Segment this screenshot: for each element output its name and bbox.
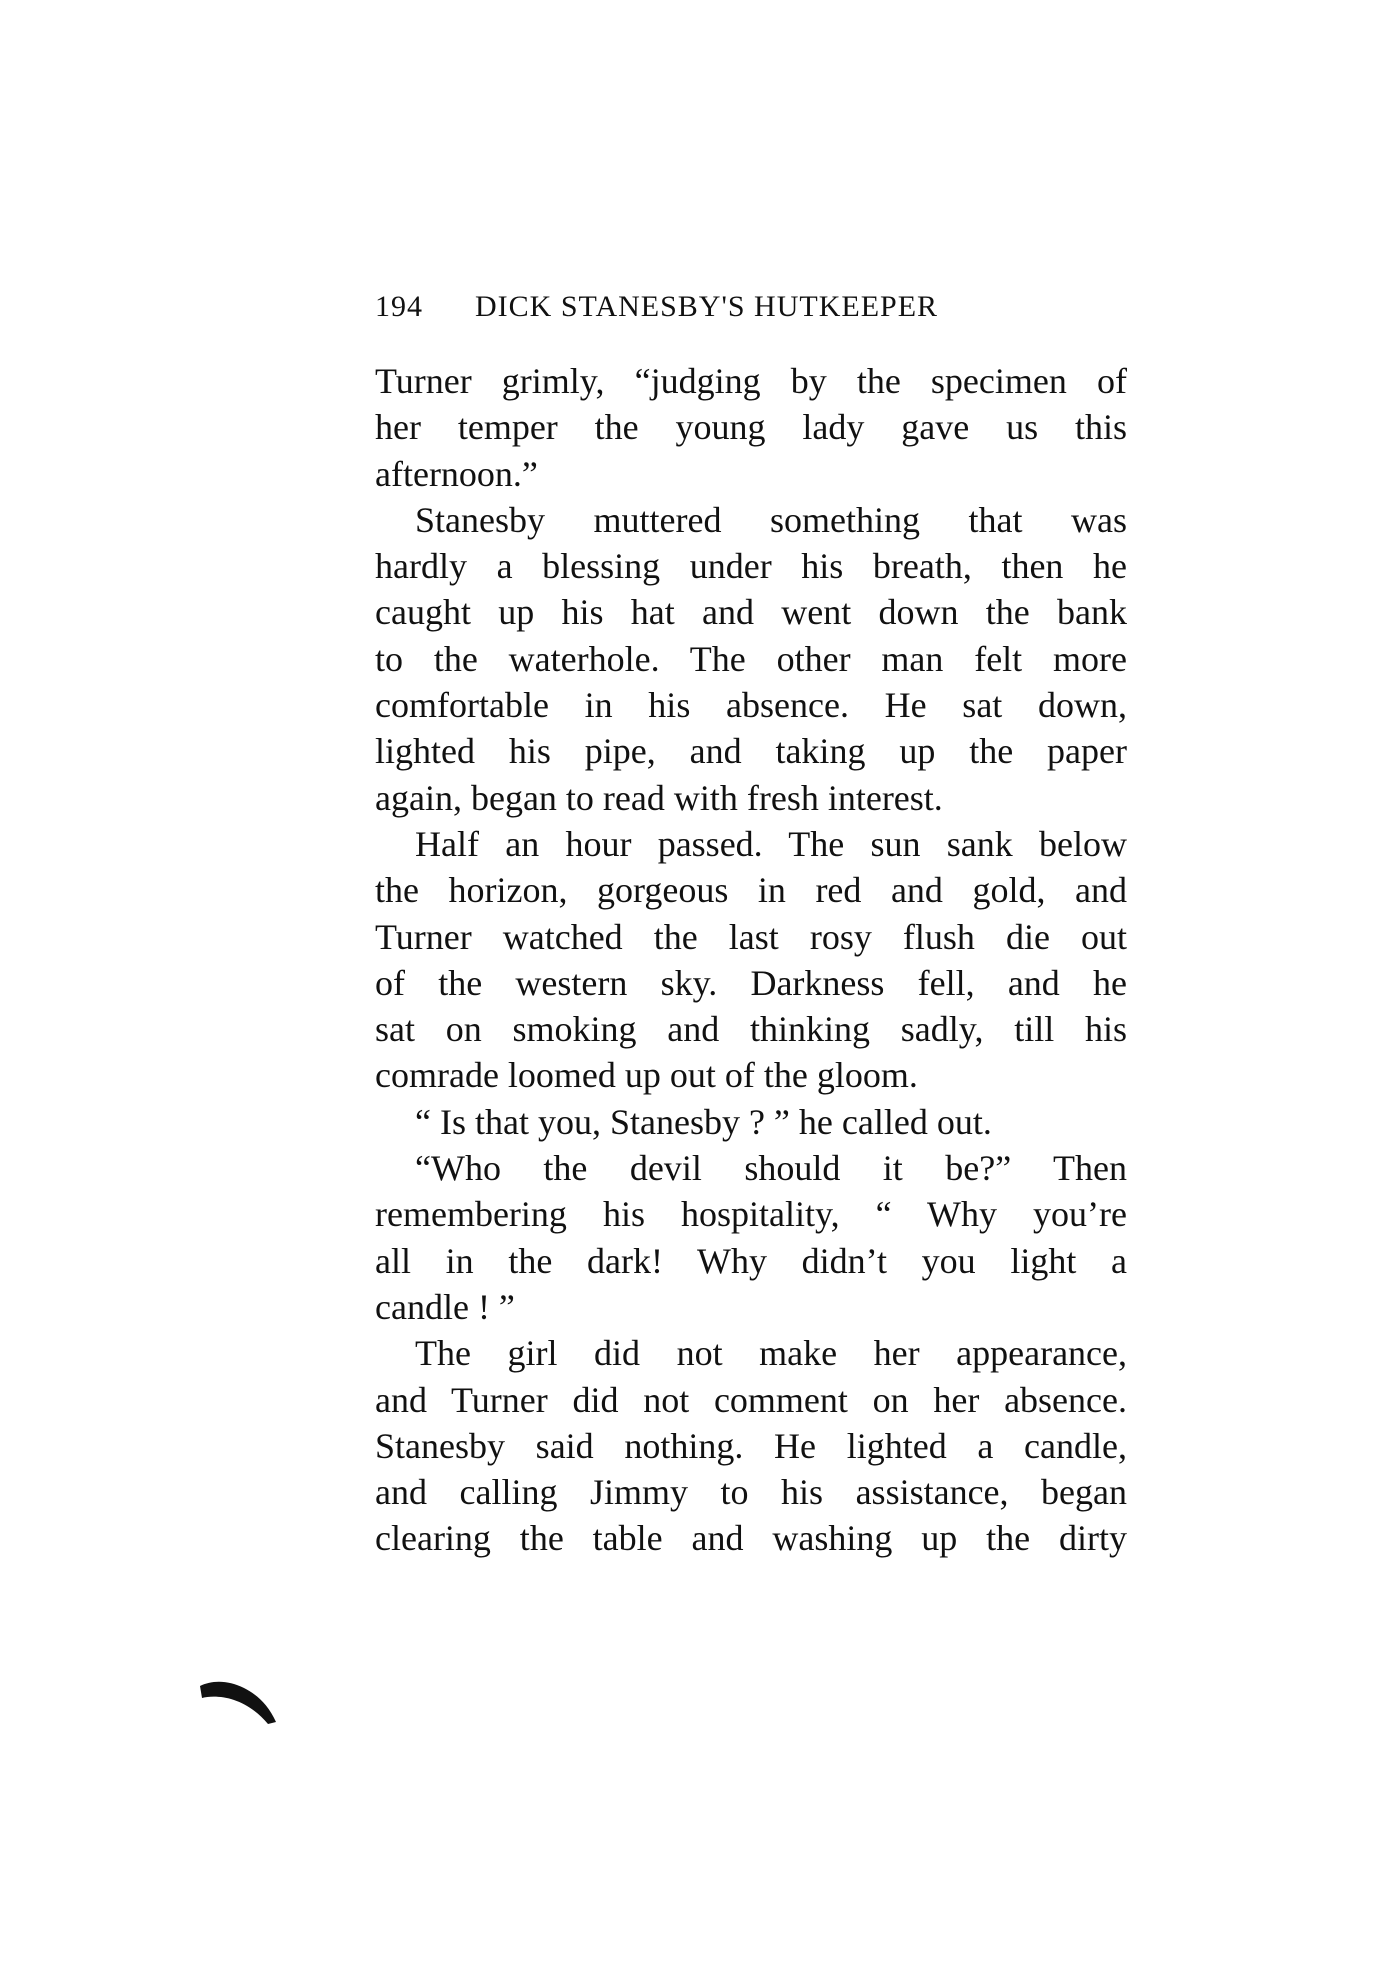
text-line: The girl did not make her appearance, bbox=[415, 1333, 1127, 1374]
text-line: lighted his pipe, and taking up the paper bbox=[375, 731, 1127, 772]
text-line: Stanesby muttered something that was bbox=[415, 499, 1127, 540]
text-line: sat on smoking and thinking sadly, till his bbox=[375, 1009, 1127, 1050]
text-line: all in the dark! Why didn’t you light a bbox=[375, 1240, 1127, 1281]
text-line: and calling Jimmy to his assistance, began bbox=[375, 1472, 1127, 1513]
text-line: candle ! ” bbox=[375, 1286, 515, 1327]
paragraph bbox=[375, 821, 1127, 1099]
text-line: Turner watched the last rosy flush die out bbox=[375, 916, 1127, 957]
paragraph bbox=[375, 1145, 1127, 1330]
paragraph bbox=[375, 358, 1127, 497]
body-text bbox=[375, 358, 1127, 1562]
text-line: afternoon.” bbox=[375, 453, 538, 494]
text-line: of the western sky. Darkness fell, and he bbox=[375, 962, 1127, 1003]
text-line: and Turner did not comment on her absence. bbox=[375, 1379, 1127, 1420]
text-line: again, began to read with fresh interest. bbox=[375, 777, 943, 818]
text-line: remembering his hospitality, “ Why you’re bbox=[375, 1194, 1127, 1235]
page-number: 194 bbox=[375, 290, 423, 323]
text-line: to the waterhole. The other man felt more bbox=[375, 638, 1127, 679]
text-line: “ Is that you, Stanesby ? ” he called out. bbox=[415, 1101, 992, 1142]
page-header bbox=[375, 290, 1135, 324]
paragraph bbox=[375, 1330, 1127, 1561]
text-line: hardly a blessing under his breath, then he bbox=[375, 546, 1127, 587]
running-title: DICK STANESBY'S HUTKEEPER bbox=[475, 290, 939, 323]
paragraph bbox=[375, 497, 1127, 821]
text-line: her temper the young lady gave us this bbox=[375, 407, 1127, 448]
text-line: Stanesby said nothing. He lighted a candle, bbox=[375, 1425, 1127, 1466]
text-line: Half an hour passed. The sun sank below bbox=[415, 823, 1127, 864]
text-line: comfortable in his absence. He sat down, bbox=[375, 685, 1127, 726]
text-line: Turner grimly, “judging by the specimen of bbox=[375, 361, 1127, 401]
text-line: clearing the table and washing up the dirty bbox=[375, 1518, 1127, 1559]
text-line: the horizon, gorgeous in red and gold, and bbox=[375, 870, 1127, 911]
paragraph bbox=[375, 1099, 1127, 1145]
ink-smudge-mark bbox=[198, 1678, 278, 1726]
text-line: comrade loomed up out of the gloom. bbox=[375, 1055, 918, 1096]
text-line: caught up his hat and went down the bank bbox=[375, 592, 1127, 633]
text-line: “Who the devil should it be?” Then bbox=[415, 1148, 1127, 1189]
